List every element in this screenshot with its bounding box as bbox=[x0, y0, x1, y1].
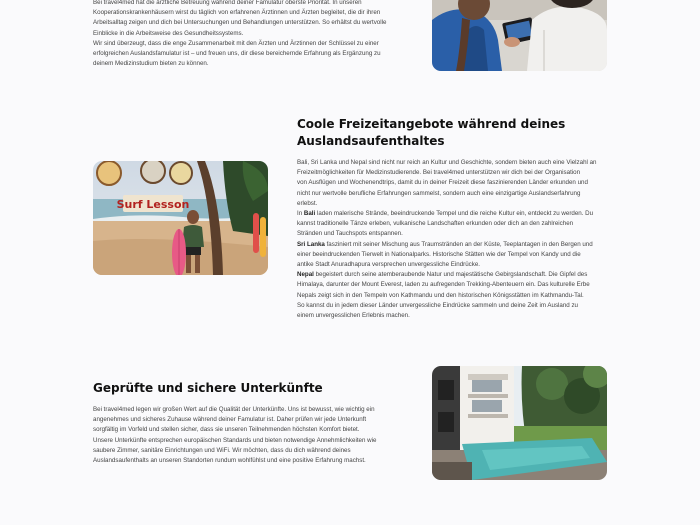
bali-paragraph: In Bali laden malerische Strände, beeindruckende Tempel und die reiche Kultur ein, entdeckt zu werden. Du kannst traditionelle Tänze erleben, vulkanische Landschaften erkunden oder dich an den zahlreichen Stränden und Tauchspots entspannen. bbox=[297, 210, 594, 238]
leisure-title: Coole Freizeitangebote während deines Auslandsaufenthaltes bbox=[297, 117, 566, 148]
medical-support-paragraph: Bei travel4med hat die ärztliche Betreuung während deiner Famulatur oberste Priorität. In unseren Kooperationskrankenhäusern wirst du täglich von erfahrenen Ärztinnen und Ärzten begleitet, die dir ihren Arbeitsalltag zeigen und dich bei Untersuchungen und Behandlungen unterstützen. So erhältst du wertvolle Einblicke in die Arbeitsweise des Gesundheitssystems. Wir sind überzeugt, dass die enge Zusammenarbeit mit den Ärzten und Ärztinnen der Schlüssel zu einer erfolgreichen Auslandsfamulatur ist – und freuen uns, dir diese bereichernde Erfahrung als Ergänzung zu deinem Medizinstudium bieten zu können. bbox=[93, 0, 387, 68]
accommodation-title: Geprüfte und sichere Unterkünfte bbox=[93, 381, 323, 395]
section-accommodation-text bbox=[93, 405, 413, 466]
accommodation-paragraph: Bei travel4med legen wir großen Wert auf die Qualität der Unterkünfte. Uns ist bewusst, wie wichtig ein angenehmes und sicheres Zuhause während deiner Famulatur ist. Daher prüfen wir jede Unterkunft sorgfältig im Vorfeld und stellen sicher, dass sie unseren Teilnehmenden höchsten Komfort bietet. Unsere Unterkünfte entsprechen europäischen Standards und bieten notwendige Annehmlichkeiten wie saubere Zimmer, sanitäre Einrichtungen und WiFi. Wir möchten, dass du dich während deines Auslandsaufenthalts an unseren Standorten rundum wohlfühlst und eine positive Erfahrung machst. bbox=[93, 406, 377, 465]
leisure-intro-paragraph: Bali, Sri Lanka und Nepal sind nicht nur reich an Kultur und Geschichte, sondern bieten auch eine Vielzahl an Freizeitmöglichkeiten für Medizinstudierende. Bei travel4med unterstützen wir dich bei der Organisation von Ausflügen und Wochenendtrips, damit du in deiner Freizeit diese faszinierenden Länder erkunden und nicht nur wertvolle berufliche Erfahrungen sammelst, sondern auch eine einzigartige Auslandserfahrung erlebst. bbox=[297, 159, 597, 207]
section-leisure-heading bbox=[297, 116, 617, 150]
section-accommodation-heading bbox=[93, 380, 413, 397]
surf-sign-text: Surf Lesson bbox=[116, 198, 190, 211]
bali-name: Bali bbox=[303, 210, 316, 218]
accommodation-pool-photo bbox=[432, 366, 607, 480]
nepal-name: Nepal bbox=[297, 271, 314, 279]
nepal-paragraph: Nepal begeistert durch seine atemberaubende Natur und majestätische Gebirgslandschaft. Die Gipfel des Himalaya, darunter der Mount Everest, laden zu aufregenden Trekking-Abenteuern ein. Das kulturelle Erbe Nepals zeigt sich in den Tempeln von Kathmandu und den historischen Königsstätten im Kathmandu-Tal. So kannst du in jedem dieser Länder unvergessliche Eindrücke sammeln und deine Zeit im Ausland zu einem unvergesslichen Erlebnis machen. bbox=[297, 271, 590, 320]
srilanka-name: Sri Lanka bbox=[297, 240, 325, 248]
srilanka-paragraph: Sri Lanka fasziniert mit seiner Mischung aus Traumstränden an der Küste, Teeplantagen in den Bergen und einer beeindruckenden Tierwelt in Nationalparks. Historische Stätten wie der Tempel von Kandy und die antike Stadt Anuradhapura versprechen unvergessliche Eindrücke. bbox=[297, 240, 593, 269]
surf-lesson-photo bbox=[93, 161, 268, 275]
section-leisure-text bbox=[297, 158, 617, 321]
section-medical-support-text bbox=[93, 0, 413, 69]
doctors-photo bbox=[432, 0, 607, 71]
